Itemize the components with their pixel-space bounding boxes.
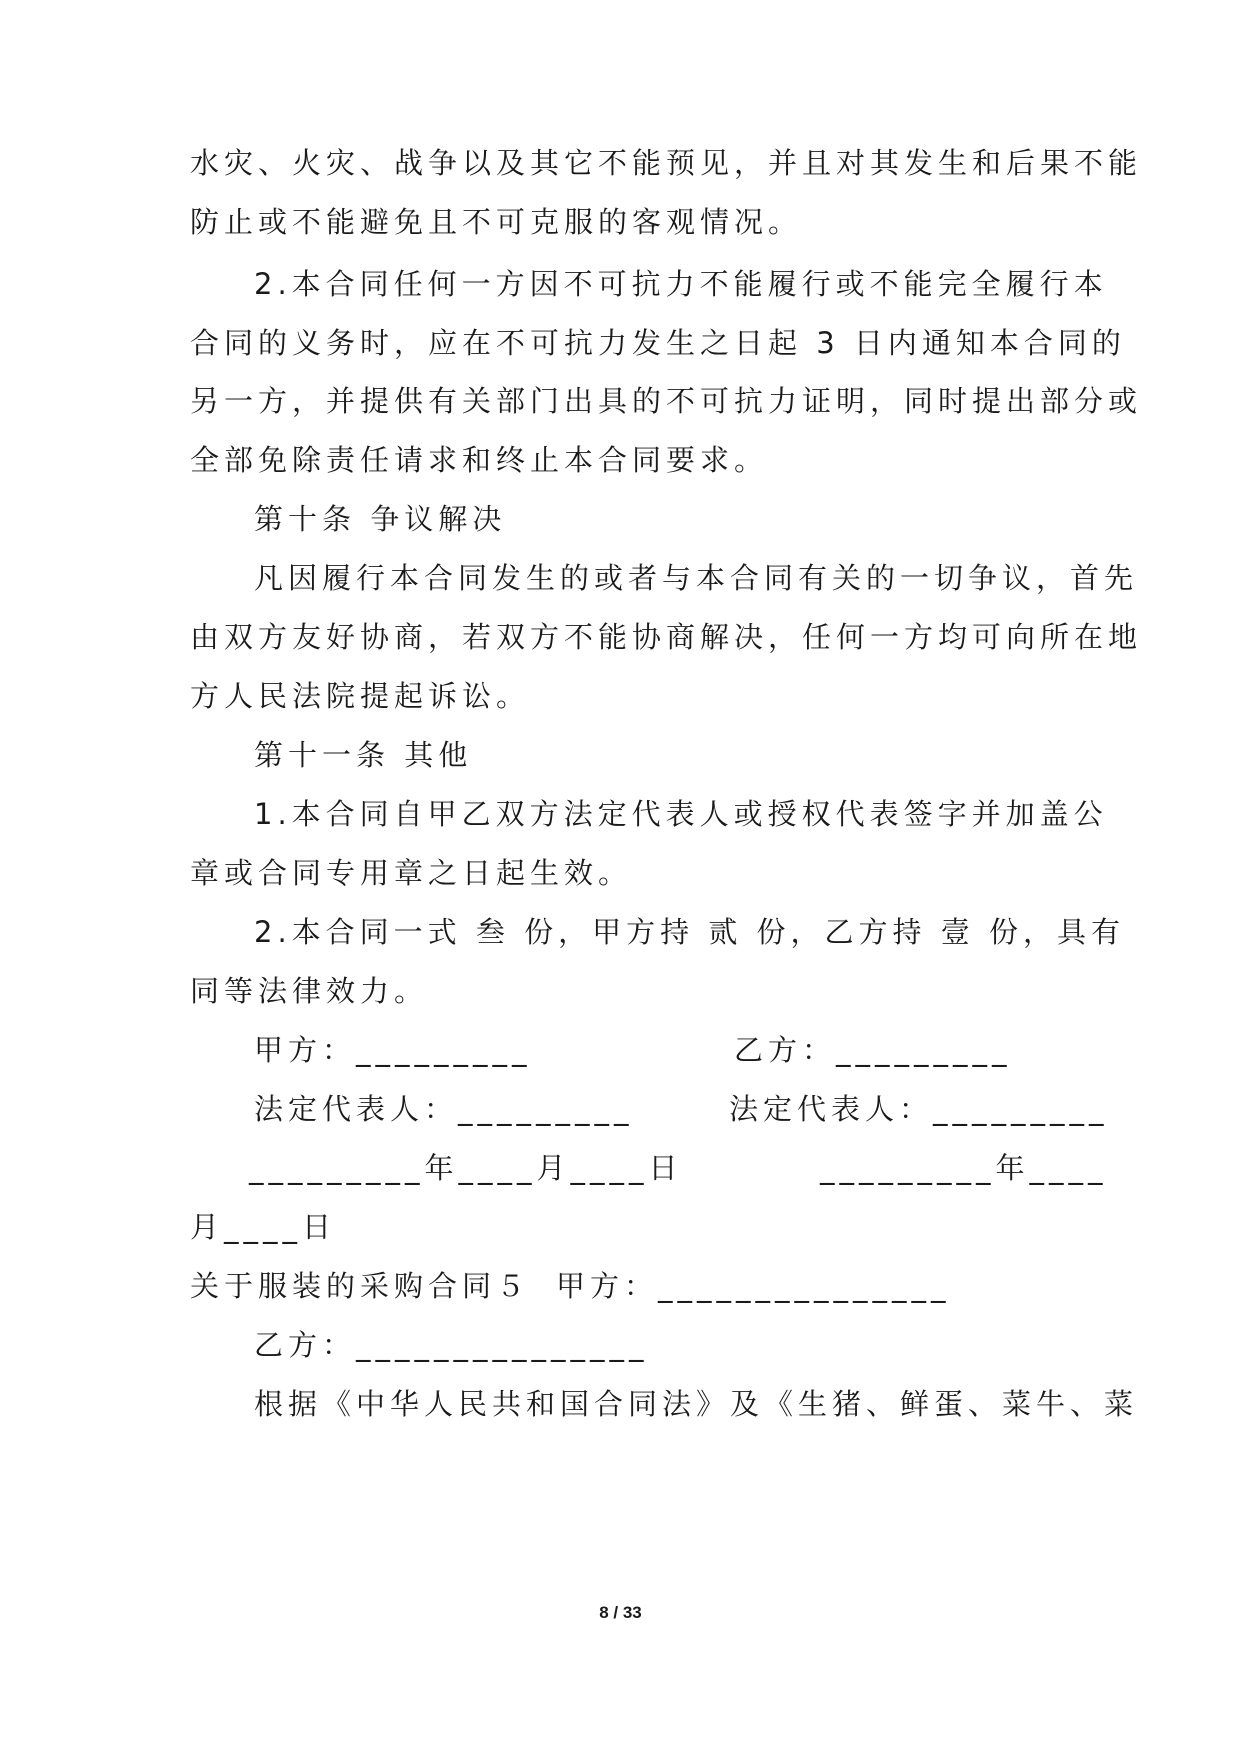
paragraph-line: 防止或不能避免且不可克服的客观情况。 — [190, 205, 803, 239]
page-number: 8 / 33 — [599, 1603, 642, 1622]
section-heading: 第十条 争议解决 — [254, 502, 507, 536]
paragraph-line: 2.本合同任何一方因不可抗力不能履行或不能完全履行本 — [254, 267, 1108, 301]
next-party-b-field: 乙方：_______________ — [254, 1328, 649, 1362]
date-b-field: _________年____ — [820, 1151, 1108, 1185]
paragraph-line: 方人民法院提起诉讼。 — [190, 679, 531, 713]
paragraph-line: 合同的义务时，应在不可抗力发生之日起 3 日内通知本合同的 — [190, 326, 1126, 360]
paragraph-line: 根据《中华人民共和国合同法》及《生猪、鲜蛋、菜牛、菜 — [254, 1387, 1139, 1421]
paragraph-line: 章或合同专用章之日起生效。 — [190, 856, 633, 890]
date-b-field-cont: 月____日 — [190, 1210, 337, 1244]
next-party-a-field: 甲方：_______________ — [556, 1269, 951, 1303]
section-heading: 第十一条 其他 — [254, 738, 473, 772]
next-contract-title: 关于服装的采购合同５ — [190, 1269, 531, 1303]
paragraph-line: 水灾、火灾、战争以及其它不能预见，并且对其发生和后果不能 — [190, 146, 1143, 180]
paragraph-line: 2.本合同一式 叁 份，甲方持 贰 份，乙方持 壹 份，具有 — [254, 915, 1125, 949]
paragraph-line: 由双方友好协商，若双方不能协商解决，任何一方均可向所在地 — [190, 620, 1143, 654]
legal-rep-b-field: 法定代表人：_________ — [729, 1092, 1109, 1126]
paragraph-line: 全部免除责任请求和终止本合同要求。 — [190, 443, 769, 477]
paragraph-line: 凡因履行本合同发生的或者与本合同有关的一切争议，首先 — [254, 561, 1139, 595]
party-a-field: 甲方：_________ — [254, 1033, 532, 1067]
legal-rep-a-field: 法定代表人：_________ — [254, 1092, 634, 1126]
paragraph-line: 1.本合同自甲乙双方法定代表人或授权代表签字并加盖公 — [254, 797, 1108, 831]
party-b-field: 乙方：_________ — [734, 1033, 1012, 1067]
paragraph-line: 另一方，并提供有关部门出具的不可抗力证明，同时提出部分或 — [190, 384, 1143, 418]
paragraph-line: 同等法律效力。 — [190, 974, 429, 1008]
date-a-field: _________年____月____日 — [249, 1151, 683, 1185]
